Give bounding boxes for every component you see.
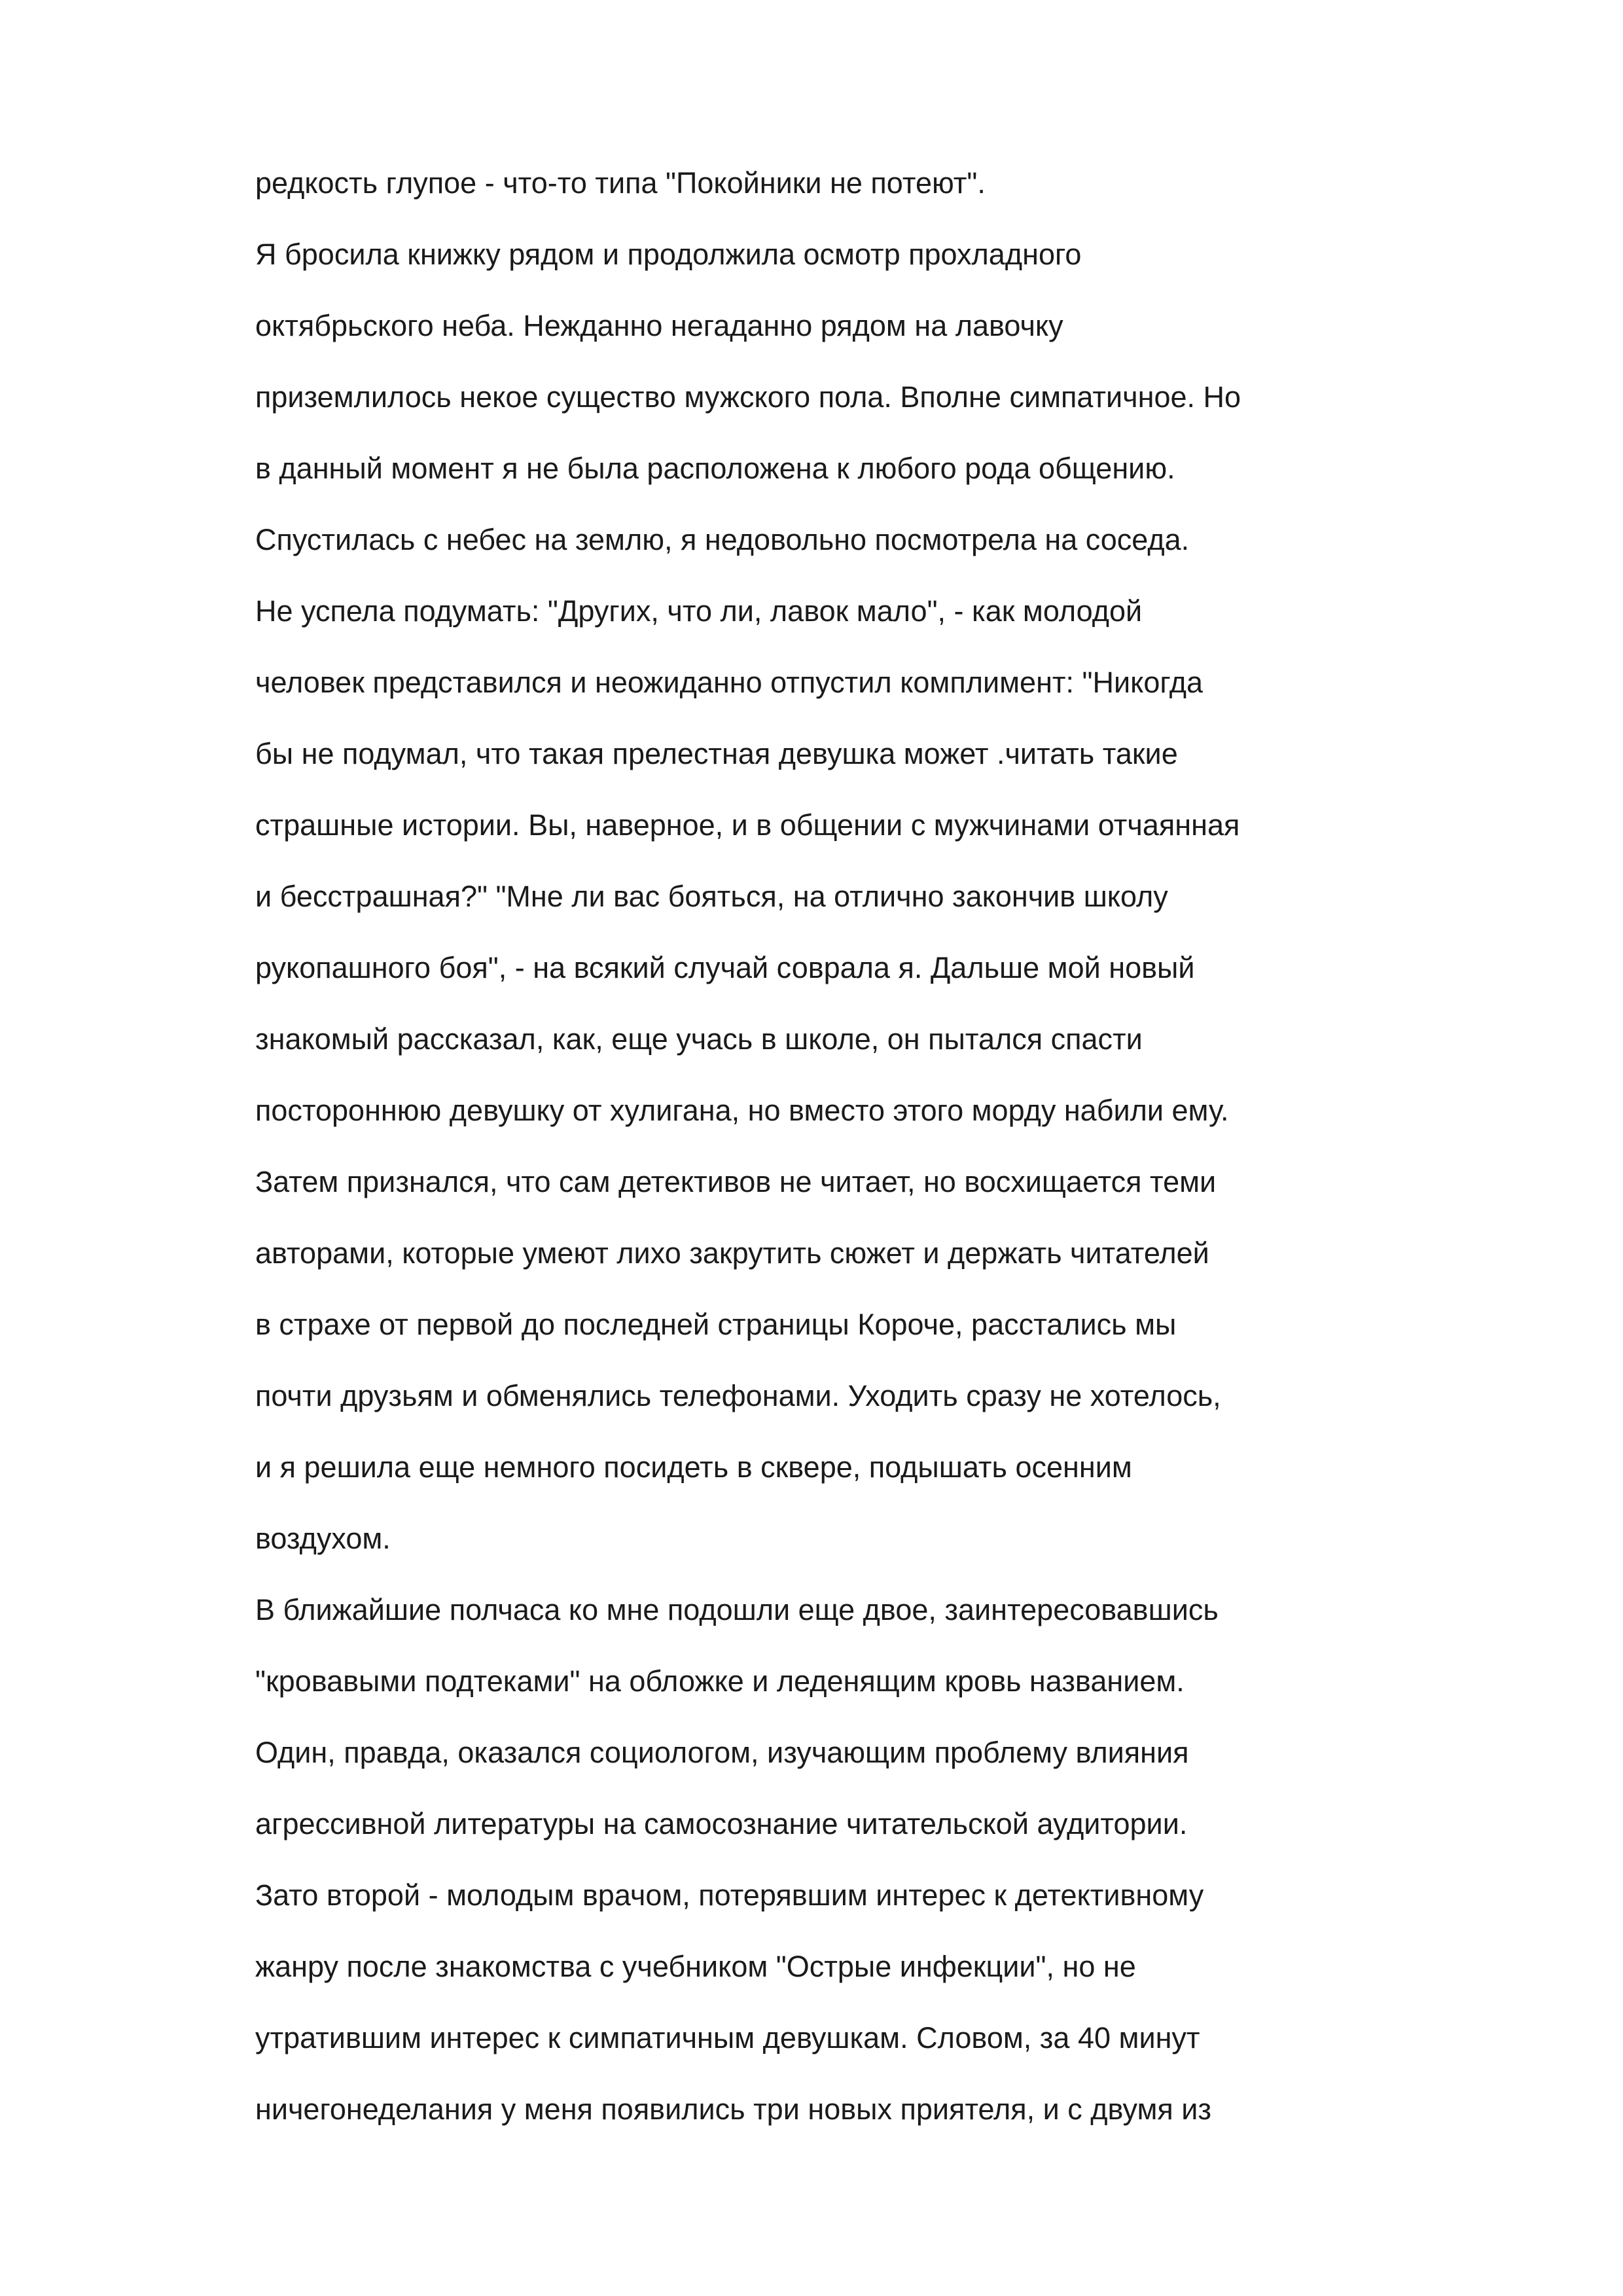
text-line: ничегонеделания у меня появились три новых приятеля, и с двумя из xyxy=(255,2092,1212,2126)
text-line: Не успела подумать: "Других, что ли, лавок мало", - как молодой xyxy=(255,594,1143,628)
text-line: человек представился и неожиданно отпустил комплимент: "Никогда xyxy=(255,666,1204,699)
text-line: В ближайшие полчаса ко мне подошли еще двое, заинтересовавшись xyxy=(255,1593,1219,1626)
text-line: и бесстрашная?" "Мне ли вас бояться, на отлично закончив школу xyxy=(255,880,1168,913)
text-line: бы не подумал, что такая прелестная девушка может .читать такие xyxy=(255,737,1178,770)
text-line: рукопашного боя", - на всякий случай соврала я. Дальше мой новый xyxy=(255,951,1195,984)
document-body xyxy=(255,147,1381,2145)
text-line: Спустилась с небес на землю, я недовольно посмотрела на соседа. xyxy=(255,523,1190,556)
text-line: знакомый рассказал, как, еще учась в школе, он пытался спасти xyxy=(255,1022,1143,1056)
text-line: почти друзьям и обменялись телефонами. Уходить сразу не хотелось, xyxy=(255,1379,1221,1412)
text-line: жанру после знакомства с учебником "Острые инфекции", но не xyxy=(255,1950,1136,1983)
text-line: воздухом. xyxy=(255,1522,391,1555)
text-line: агрессивной литературы на самосознание читательской аудитории. xyxy=(255,1807,1188,1840)
text-line: авторами, которые умеют лихо закрутить сюжет и держать читателей xyxy=(255,1236,1209,1270)
text-line: Я бросила книжку рядом и продолжила осмотр прохладного xyxy=(255,238,1082,271)
text-line: "кровавыми подтеками" на обложке и леденящим кровь названием. xyxy=(255,1664,1185,1698)
text-line: страшные истории. Вы, наверное, и в общении с мужчинами отчаянная xyxy=(255,808,1240,842)
text-line: приземлилось некое существо мужского пола. Вполне симпатичное. Но xyxy=(255,380,1241,414)
text-line: утратившим интерес к симпатичным девушкам. Словом, за 40 минут xyxy=(255,2021,1200,2054)
text-line: Один, правда, оказался социологом, изучающим проблему влияния xyxy=(255,1736,1189,1769)
text-line: октябрьского неба. Нежданно негаданно рядом на лавочку xyxy=(255,309,1063,342)
text-line: редкость глупое - что-то типа "Покойники не потеют". xyxy=(255,166,986,200)
text-line: и я решила еще немного посидеть в сквере, подышать осенним xyxy=(255,1450,1132,1484)
text-line: в страхе от первой до последней страницы Короче, расстались мы xyxy=(255,1308,1177,1341)
text-line: Зато второй - молодым врачом, потерявшим интерес к детективному xyxy=(255,1878,1204,1912)
text-line: в данный момент я не была расположена к любого рода общению. xyxy=(255,452,1175,485)
text-line: Затем признался, что сам детективов не читает, но восхищается теми xyxy=(255,1165,1217,1198)
text-line: постороннюю девушку от хулигана, но вместо этого морду набили ему. xyxy=(255,1094,1229,1127)
